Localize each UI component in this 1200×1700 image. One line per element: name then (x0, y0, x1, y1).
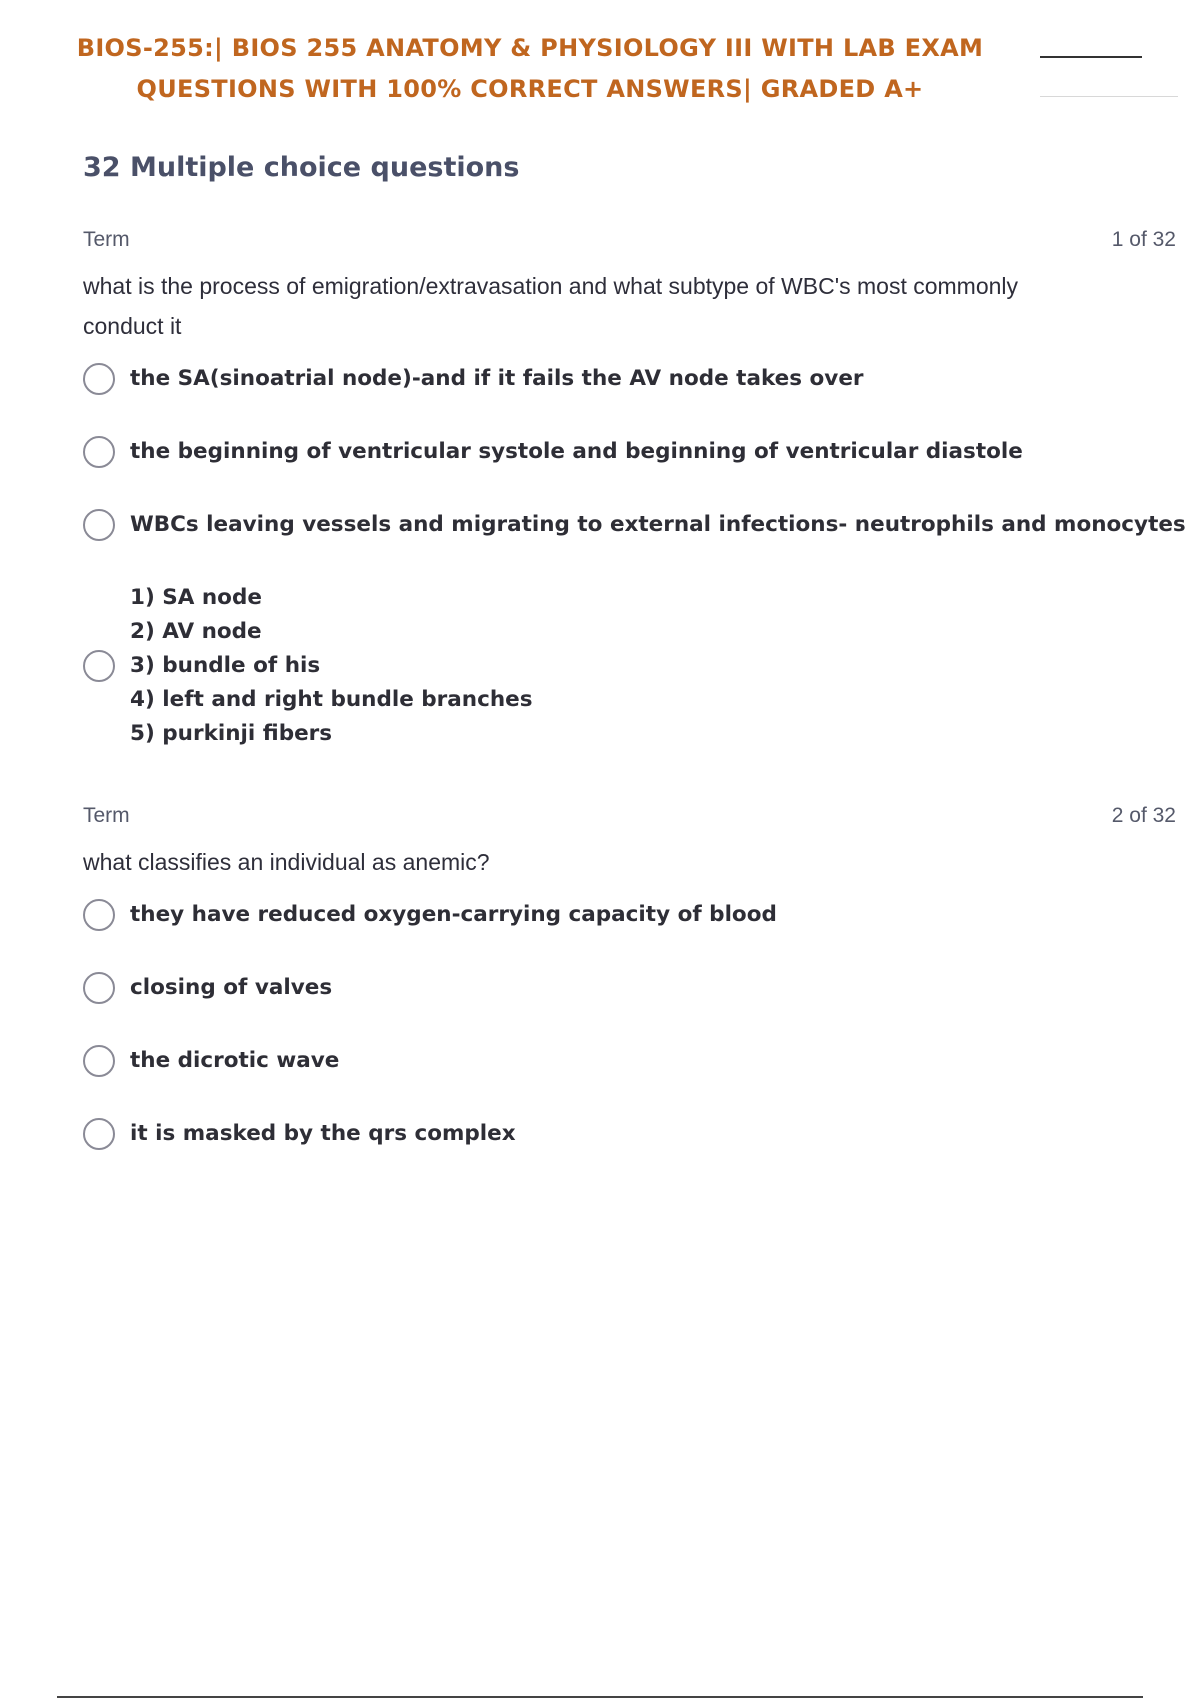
answer-option-label: it is masked by the qrs complex (130, 1121, 516, 1146)
radio-button[interactable] (83, 1118, 115, 1150)
answer-option[interactable] (83, 435, 1176, 469)
question-text: what classifies an individual as anemic? (83, 849, 490, 875)
document-title-line-1: BIOS-255:| BIOS 255 ANATOMY & PHYSIOLOGY III WITH LAB EXAM (76, 34, 984, 62)
answer-option-label (130, 581, 533, 751)
radio-button[interactable] (83, 1045, 115, 1077)
answer-option-line: 4) left and right bundle branches (130, 687, 533, 712)
question-card-2 (83, 804, 1176, 1190)
radio-button[interactable] (83, 509, 115, 541)
radio-button[interactable] (83, 972, 115, 1004)
answer-option-label: the beginning of ventricular systole and beginning of ventricular diastole (130, 439, 1023, 464)
answer-option-line: 5) purkinji fibers (130, 721, 333, 746)
answer-option-label: the SA(sinoatrial node)-and if it fails the AV node takes over (130, 366, 864, 391)
set-heading: 32 Multiple choice questions (83, 152, 520, 183)
question-card-1 (83, 228, 1186, 790)
answer-option-label: the dicrotic wave (130, 1048, 340, 1073)
question-text: what is the process of emigration/extravasation and what subtype of WBC's most commonly conduct it (83, 273, 1019, 339)
answer-options (83, 898, 1176, 1151)
answer-option[interactable] (83, 581, 1176, 751)
answer-option[interactable] (83, 898, 1176, 932)
document-title-line-2: QUESTIONS WITH 100% CORRECT ANSWERS| GRADED A+ (136, 75, 924, 103)
question-counter: 2 of 32 (1111, 804, 1176, 827)
answer-option-line: 1) SA node (130, 585, 262, 610)
radio-button[interactable] (83, 899, 115, 931)
answer-option-label: WBCs leaving vessels and migrating to external infections- neutrophils and monocytes (130, 512, 1186, 537)
title-rule-faint (1040, 96, 1178, 97)
radio-button[interactable] (83, 436, 115, 468)
radio-button[interactable] (83, 650, 115, 682)
answer-option[interactable] (83, 971, 1176, 1005)
answer-option-line: 3) bundle of his (130, 653, 321, 678)
answer-option[interactable] (83, 1044, 1176, 1078)
answer-options (83, 362, 1186, 751)
answer-option[interactable] (83, 1117, 1176, 1151)
answer-option[interactable] (83, 362, 1176, 396)
answer-option-line: 2) AV node (130, 619, 262, 644)
document-title (40, 28, 1020, 110)
answer-option-label: closing of valves (130, 975, 333, 1000)
term-label: Term (83, 804, 130, 827)
answer-option-label: they have reduced oxygen-carrying capacity of blood (130, 902, 777, 927)
answer-option[interactable] (83, 508, 1186, 542)
radio-button[interactable] (83, 363, 115, 395)
footer-rule (57, 1696, 1143, 1698)
title-rule (1040, 56, 1142, 58)
term-label: Term (83, 228, 130, 251)
question-counter: 1 of 32 (1111, 228, 1176, 251)
